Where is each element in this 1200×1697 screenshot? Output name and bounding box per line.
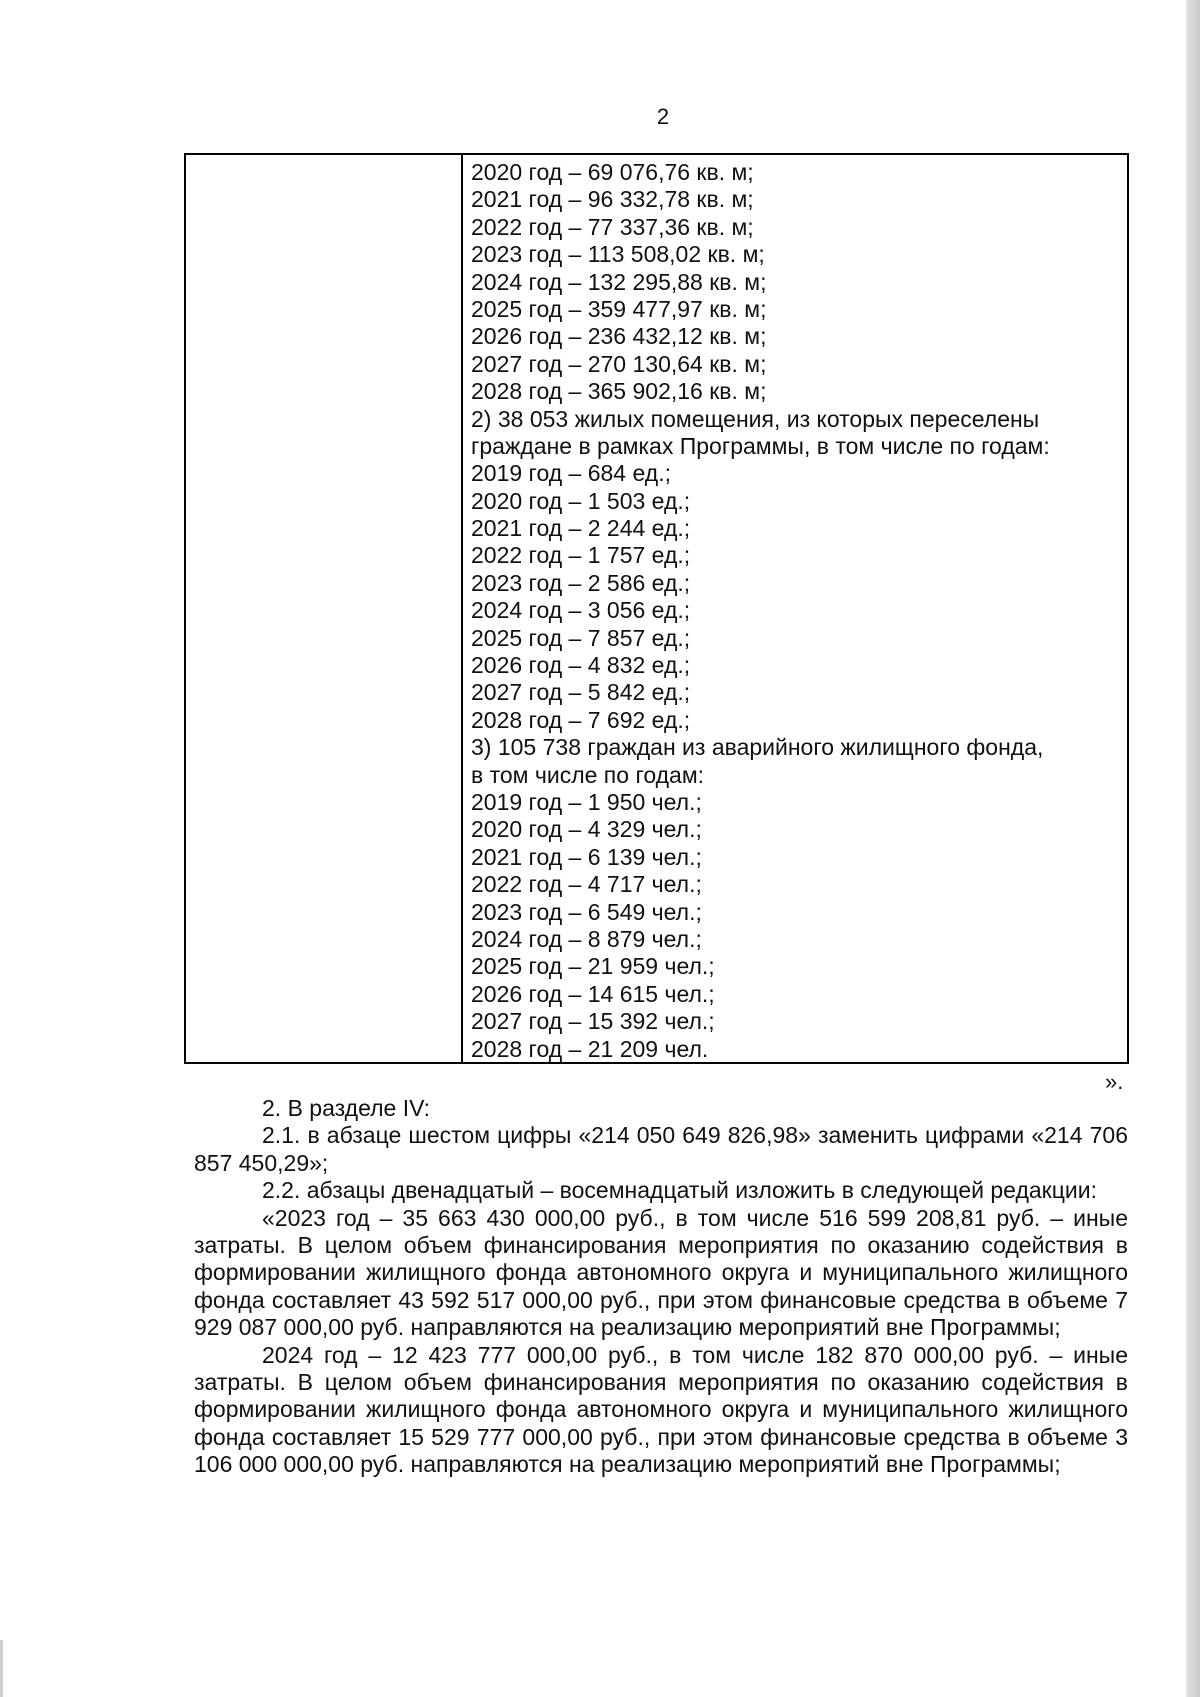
table-line: 2026 год – 14 615 чел.;	[471, 980, 715, 1007]
table-line: 2024 год – 8 879 чел.;	[471, 925, 702, 952]
amendment-paragraph: 2.2. абзацы двенадцатый – восемнадцатый изложить в следующей редакции:	[262, 1177, 1097, 1204]
table-line: 2) 38 053 жилых помещения, из которых переселены	[471, 405, 1040, 432]
table-line: 2025 год – 7 857 ед.;	[471, 624, 691, 651]
table-line: 2025 год – 359 477,97 кв. м;	[471, 295, 767, 322]
table-line: 2023 год – 113 508,02 кв. м;	[471, 241, 765, 268]
table-line: в том числе по годам:	[471, 761, 705, 788]
amendment-paragraph: 2024 год – 12 423 777 000,00 руб., в том числе 182 870 000,00 руб. – иные затраты. В целом объем финансирования мероприятия по оказанию содействия в формировании жилищного фонда автономного округа и муниципального жилищного фонда составляет 15 529 777 000,00 руб., при этом финансовые средства в объеме 3 106 000 000,00 руб. направляются на реализацию мероприятий вне Программы;	[194, 1341, 1128, 1478]
table-line: 2021 год – 2 244 ед.;	[471, 515, 691, 542]
table-line: 2022 год – 4 717 чел.;	[471, 871, 702, 898]
table-line: 2022 год – 1 757 ед.;	[471, 542, 691, 569]
table-line: 2020 год – 1 503 ед.;	[471, 487, 691, 514]
table-line: 2019 год – 1 950 чел.;	[471, 788, 702, 815]
table-line: 2024 год – 132 295,88 кв. м;	[471, 268, 767, 295]
closing-quote: ».	[1105, 1069, 1124, 1094]
section-heading: 2. В разделе IV:	[262, 1095, 430, 1121]
table-column-divider	[461, 155, 463, 1062]
table-line: 2024 год – 3 056 ед.;	[471, 597, 691, 624]
table-right-cell	[471, 159, 1121, 1063]
table-line: 2026 год – 4 832 ед.;	[471, 652, 691, 679]
amendment-paragraph: «2023 год – 35 663 430 000,00 руб., в том числе 516 599 208,81 руб. – иные затраты. В целом объем финансирования мероприятия по оказанию содействия в формировании жилищного фонда автономного округа и муниципального жилищного фонда составляет 43 592 517 000,00 руб., при этом финансовые средства в объеме 7 929 087 000,00 руб. направляются на реализацию мероприятий вне Программы;	[194, 1204, 1128, 1341]
passport-table	[184, 153, 1129, 1064]
table-line: 2027 год – 270 130,64 кв. м;	[471, 350, 767, 377]
table-line: 2023 год – 6 549 чел.;	[471, 898, 702, 925]
table-line: 2022 год – 77 337,36 кв. м;	[471, 213, 754, 240]
page-left-edge	[0, 1640, 3, 1697]
table-line: 2025 год – 21 959 чел.;	[471, 953, 715, 980]
table-line: 2020 год – 4 329 чел.;	[471, 816, 702, 843]
table-line: 2026 год – 236 432,12 кв. м;	[471, 323, 767, 350]
table-line: 2019 год – 684 ед.;	[471, 460, 671, 487]
amendment-paragraph: 2.1. в абзаце шестом цифры «214 050 649 826,98» заменить цифрами «214 706 857 450,29»;	[194, 1122, 1128, 1176]
page-right-shadow	[1186, 0, 1200, 1697]
table-line: 2020 год – 69 076,76 кв. м;	[471, 159, 754, 185]
page-number: 2	[656, 104, 670, 129]
table-line: 2023 год – 2 586 ед.;	[471, 569, 691, 596]
table-line: 2021 год – 6 139 чел.;	[471, 843, 702, 870]
table-line: 2027 год – 5 842 ед.;	[471, 679, 691, 706]
amendment-text	[194, 1095, 1128, 1479]
table-line: 2028 год – 21 209 чел.	[471, 1035, 709, 1062]
table-line: 2028 год – 7 692 ед.;	[471, 706, 691, 733]
table-line: 2027 год – 15 392 чел.;	[471, 1008, 715, 1035]
table-line: 2028 год – 365 902,16 кв. м;	[471, 378, 767, 405]
table-line: 2021 год – 96 332,78 кв. м;	[471, 186, 754, 213]
table-line: граждане в рамках Программы, в том числе по годам:	[471, 432, 1050, 459]
table-line: 3) 105 738 граждан из аварийного жилищного фонда,	[471, 734, 1044, 761]
